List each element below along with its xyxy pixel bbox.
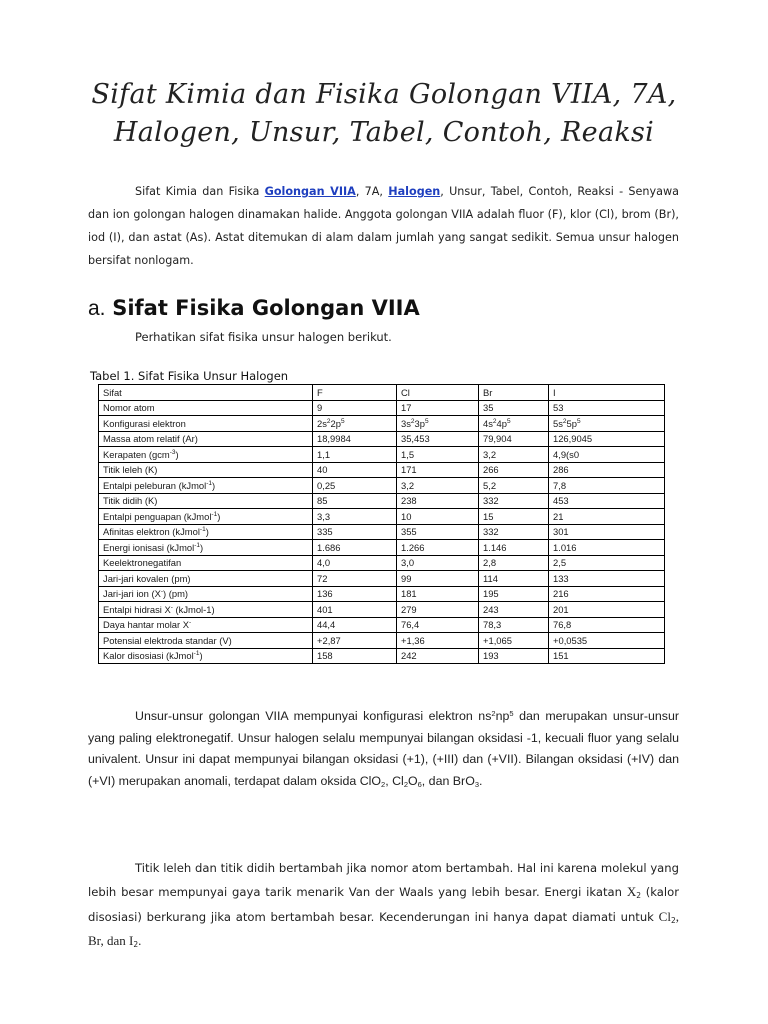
table-cell: 1,1 <box>313 447 397 463</box>
table-cell: 17 <box>397 400 479 416</box>
table-cell: 279 <box>397 602 479 618</box>
section-heading <box>88 296 420 321</box>
p2-sub: 6 <box>417 779 422 789</box>
table-cell: 3,0 <box>397 555 479 571</box>
table-row <box>99 509 665 525</box>
table-cell: 266 <box>479 462 549 478</box>
table-cell: 53 <box>549 400 665 416</box>
table-cell: 99 <box>397 571 479 587</box>
table-cell: 1.146 <box>479 540 549 556</box>
table-cell: 335 <box>313 524 397 540</box>
table-cell: Titik didih (K) <box>99 493 313 509</box>
table-cell: Potensial elektroda standar (V) <box>99 633 313 649</box>
table-cell: 301 <box>549 524 665 540</box>
table-cell: 5,2 <box>479 478 549 494</box>
table-cell: 1,5 <box>397 447 479 463</box>
table-cell: Energi ionisasi (kJmol$^{-1}$) <box>99 540 313 556</box>
table-cell: 401 <box>313 602 397 618</box>
table-cell: 2,8 <box>479 555 549 571</box>
table-row <box>99 586 665 602</box>
table-cell: 35,453 <box>397 431 479 447</box>
p2-sub: 2 <box>381 779 386 789</box>
table-cell: Jari-jari ion (X-) (pm) <box>99 586 313 602</box>
intro-paragraph <box>88 180 679 272</box>
table-row <box>99 633 665 649</box>
table-cell: 238 <box>397 493 479 509</box>
table-cell: 453 <box>549 493 665 509</box>
table-row <box>99 447 665 463</box>
title-line-1: Sifat Kimia dan Fisika Golongan VIIA, 7A, <box>91 79 677 110</box>
table-cell: 242 <box>397 648 479 664</box>
table-cell: 151 <box>549 648 665 664</box>
table-row <box>99 416 665 432</box>
table-cell: $3s^23p^5$ <box>397 416 479 432</box>
table-cell: Entalpi hidrasi X- (kJmol-1) <box>99 602 313 618</box>
p3-text: Titik leleh dan titik didih bertambah jika nomor atom bertambah. Hal ini karena molekul yang lebih besar mempunyai gaya tarik menarik Van der Waals yang lebih besar. Energi ikatan <box>88 861 679 900</box>
table-cell: 76,4 <box>397 617 479 633</box>
table-cell: 243 <box>479 602 549 618</box>
table-cell: +2,87 <box>313 633 397 649</box>
table-cell: Afinitas elektron (kJmol$^{-1}$) <box>99 524 313 540</box>
configuration-paragraph <box>88 706 679 792</box>
table-row <box>99 462 665 478</box>
p2-sub: 3 <box>474 779 479 789</box>
table-cell: 9 <box>313 400 397 416</box>
intro-text-3: , Unsur, Tabel, Contoh, Reaksi - Senyawa dan ion golongan halogen dinamakan halide. Anggota golongan VIIA adalah fluor (F), klor (Cl), brom (Br), iod (I), dan astat (As). Astat ditemukan di alam dalam jumlah yang sangat sedikit. Semua unsur halogen bersifat nonlogam. <box>88 185 679 267</box>
table-cell: 40 <box>313 462 397 478</box>
p2-text: Unsur-unsur golongan VIIA mempunyai konfigurasi elektron ns <box>135 709 492 723</box>
table-cell: 3,3 <box>313 509 397 525</box>
table-cell: 195 <box>479 586 549 602</box>
table-row <box>99 617 665 633</box>
p2-text: . <box>479 773 483 788</box>
p2-text: np <box>495 709 510 723</box>
table-cell: 136 <box>313 586 397 602</box>
table-cell: 10 <box>397 509 479 525</box>
table-cell: +0,0535 <box>549 633 665 649</box>
link-golongan-viia[interactable]: Golongan VIIA <box>264 185 356 198</box>
column-header: Br <box>479 385 549 401</box>
table-cell: 286 <box>549 462 665 478</box>
p3-formula: , Br, dan I <box>88 908 679 949</box>
column-header: I <box>549 385 665 401</box>
section-letter: a. <box>88 297 106 320</box>
table-cell: 158 <box>313 648 397 664</box>
table-cell: 1.266 <box>397 540 479 556</box>
table-cell: 72 <box>313 571 397 587</box>
table-cell: 21 <box>549 509 665 525</box>
table-cell: 35 <box>479 400 549 416</box>
column-header: Sifat <box>99 385 313 401</box>
table-cell: Entalpi peleburan (kJmol$^{-1}$) <box>99 478 313 494</box>
section-lead: Perhatikan sifat fisika unsur halogen berikut. <box>135 330 392 344</box>
table-cell: 85 <box>313 493 397 509</box>
table-cell: 78,3 <box>479 617 549 633</box>
table-row <box>99 555 665 571</box>
melting-point-paragraph <box>88 857 679 954</box>
table-cell: Entalpi penguapan (kJmol$^{-1}$) <box>99 509 313 525</box>
p2-text: O <box>407 773 418 788</box>
table-cell: Kerapaten (gcm$^{-3}$) <box>99 447 313 463</box>
table-cell: 7,8 <box>549 478 665 494</box>
table-cell: $2s^22p^5$ <box>313 416 397 432</box>
table-cell: 216 <box>549 586 665 602</box>
table-row <box>99 431 665 447</box>
p3-text: . <box>138 933 142 949</box>
table-cell: 114 <box>479 571 549 587</box>
table-cell: $4s^24p^5$ <box>479 416 549 432</box>
p2-text: , Cl <box>385 773 404 788</box>
p3-sub: 2 <box>133 940 139 950</box>
table-cell: 18,9984 <box>313 431 397 447</box>
table-cell: Keelektronegatifan <box>99 555 313 571</box>
link-halogen[interactable]: Halogen <box>388 185 441 198</box>
column-header: Cl <box>397 385 479 401</box>
table-cell: 181 <box>397 586 479 602</box>
table-row <box>99 602 665 618</box>
intro-text-2: , 7A, <box>355 185 389 198</box>
table-cell: Titik leleh (K) <box>99 462 313 478</box>
table-cell: Konfigurasi elektron <box>99 416 313 432</box>
p2-sub: 2 <box>403 779 408 789</box>
p3-formula: X <box>626 884 637 900</box>
table-cell: Jari-jari kovalen (pm) <box>99 571 313 587</box>
table-cell: 44,4 <box>313 617 397 633</box>
table-row <box>99 571 665 587</box>
table-row <box>99 540 665 556</box>
table-cell: 201 <box>549 602 665 618</box>
p2-text: , dan BrO <box>421 773 475 788</box>
table-cell: 332 <box>479 493 549 509</box>
table-cell: 79,904 <box>479 431 549 447</box>
table-cell: 2,5 <box>549 555 665 571</box>
title-line-2: Halogen, Unsur, Tabel, Contoh, Reaksi <box>113 117 655 148</box>
table-cell: Kalor disosiasi (kJmol$^{-1}$) <box>99 648 313 664</box>
table-cell: 15 <box>479 509 549 525</box>
p3-sub: 2 <box>636 891 641 901</box>
table-cell: 355 <box>397 524 479 540</box>
table-cell: 4,0 <box>313 555 397 571</box>
intro-text-1: Sifat Kimia dan Fisika <box>135 185 265 198</box>
page-title <box>60 76 708 152</box>
halogen-properties-table <box>98 384 665 664</box>
table-cell: 76,8 <box>549 617 665 633</box>
p2-text: dan merupakan unsur-unsur yang paling elektronegatif. Unsur halogen selalu mempunyai bilangan oksidasi -1, kecuali fluor yang selalu univalent. Unsur ini dapat mempunyai bilangan oksidasi (+1), (+III) dan (+VII). Bilangan oksidasi (+IV) dan (+VI) merupakan anomali, terdapat dalam oksida ClO <box>88 709 679 788</box>
table-caption: Tabel 1. Sifat Fisika Unsur Halogen <box>90 369 289 383</box>
table-cell: 1.686 <box>313 540 397 556</box>
table-row <box>99 400 665 416</box>
table-header-row <box>99 385 665 401</box>
table-cell: 3,2 <box>397 478 479 494</box>
table-cell: 171 <box>397 462 479 478</box>
table-cell: 193 <box>479 648 549 664</box>
table-cell: $5s^25p^5$ <box>549 416 665 432</box>
table-row <box>99 493 665 509</box>
table-cell: 133 <box>549 571 665 587</box>
table-cell: Massa atom relatif (Ar) <box>99 431 313 447</box>
table-cell: 4,9(s0 <box>549 447 665 463</box>
table-cell: 332 <box>479 524 549 540</box>
table-cell: Daya hantar molar X- <box>99 617 313 633</box>
table-row <box>99 478 665 494</box>
table-cell: 1.016 <box>549 540 665 556</box>
p2-sup: 2 <box>491 709 496 718</box>
column-header: F <box>313 385 397 401</box>
table-row <box>99 524 665 540</box>
table-cell: +1,065 <box>479 633 549 649</box>
table-cell: Nomor atom <box>99 400 313 416</box>
table-row <box>99 648 665 664</box>
p3-formula: Cl <box>658 908 671 924</box>
p3-text: (kalor disosiasi) berkurang jika atom bertambah besar. Kecenderungan ini hanya dapat diamati untuk <box>88 885 679 924</box>
table-cell: 3,2 <box>479 447 549 463</box>
table-cell: 126,9045 <box>549 431 665 447</box>
table-cell: +1,36 <box>397 633 479 649</box>
p2-sup: 5 <box>509 709 514 718</box>
p3-sub: 2 <box>670 915 676 925</box>
section-title: Sifat Fisika Golongan VIIA <box>112 296 420 320</box>
table-cell: 0,25 <box>313 478 397 494</box>
